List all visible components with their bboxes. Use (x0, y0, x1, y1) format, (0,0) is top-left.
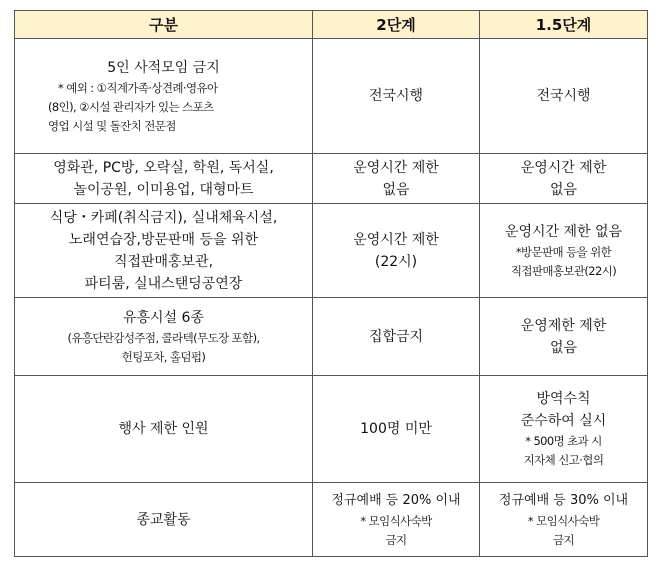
cell-note-line: 직접판매홍보관(22시) (510, 263, 617, 278)
cell-note-line: (8인), ②시설 관리자가 있는 스포츠 (48, 99, 214, 114)
cell-line: 운영제한 제한 (520, 317, 607, 334)
cell-line: 집합금지 (368, 328, 424, 345)
row-stage-1-5 (480, 204, 648, 298)
row-category (15, 204, 313, 298)
cell-note-line: 헌팅포차, 홀덤펍) (121, 349, 206, 364)
cell-line: 운영시간 제한 (520, 159, 607, 176)
cell-line: (22시) (374, 253, 418, 270)
cell-line: 행사 제한 인원 (118, 421, 209, 437)
cell-line: 5인 사적모임 금지 (107, 59, 220, 76)
row-stage-1-5 (480, 154, 648, 204)
cell-note-line: * 모임식사숙박 (360, 513, 432, 528)
table-row (15, 483, 648, 557)
cell-line: 전국시행 (536, 88, 591, 104)
cell-note-line: * 모임식사숙박 (527, 513, 600, 528)
cell-line: 전국시행 (368, 88, 424, 104)
row-category (15, 298, 313, 376)
cell-line: 운영시간 제한 (353, 231, 439, 248)
cell-line: 없음 (549, 339, 578, 356)
cell-line: 정규예배 등 20% 이내 (331, 492, 461, 508)
cell-note-line: 금지 (552, 532, 575, 547)
cell-line: 유흥시설 6종 (123, 309, 204, 326)
cell-line: 방역수칙 (536, 391, 591, 407)
cell-note-line: 영업 시설 및 돌잔치 전문점 (48, 118, 176, 133)
row-category (15, 154, 313, 204)
row-category (15, 39, 313, 154)
row-category (15, 376, 313, 483)
cell-line: 종교활동 (136, 511, 191, 528)
header-stage-1-5: 1.5단계 (480, 11, 648, 39)
cell-line: 없음 (382, 181, 410, 198)
row-stage-1-5 (480, 376, 648, 483)
table-row (15, 39, 648, 154)
cell-line: 100명 미만 (360, 421, 432, 437)
row-stage-2 (313, 483, 480, 557)
cell-line: 파티룸, 실내스탠딩공연장 (84, 275, 243, 292)
cell-line: 운영시간 제한 (353, 159, 439, 176)
table-row (15, 376, 648, 483)
row-stage-1-5 (480, 298, 648, 376)
cell-note-line: 금지 (385, 532, 407, 547)
table-row (15, 298, 648, 376)
row-stage-2 (313, 204, 480, 298)
cell-line: 영화관, PC방, 오락실, 학원, 독서실, (53, 159, 274, 176)
header-category: 구분 (15, 11, 313, 39)
table-row (15, 154, 648, 204)
cell-line: 식당・카페(취식금지), 실내체육시설, (49, 209, 278, 226)
cell-line: 정규예배 등 30% 이내 (498, 492, 629, 508)
cell-note-line: 지자체 신고·협의 (523, 453, 604, 467)
table-row (15, 204, 648, 298)
row-stage-2 (313, 39, 480, 154)
row-stage-1-5 (480, 39, 648, 154)
cell-line: 준수하여 실시 (520, 413, 607, 429)
row-stage-1-5 (480, 483, 648, 557)
distancing-rules-table (14, 10, 648, 557)
cell-note-line: * 500명 초과 시 (525, 434, 602, 448)
row-category (15, 483, 313, 557)
cell-line: 놀이공원, 이미용업, 대형마트 (73, 181, 254, 198)
cell-line: 없음 (549, 181, 578, 198)
cell-note-line: *방문판매 등을 위한 (515, 244, 612, 259)
row-stage-2 (313, 154, 480, 204)
cell-line: 운영시간 제한 없음 (504, 223, 623, 240)
header-stage-2: 2단계 (313, 11, 480, 39)
cell-note-line: (유흥단란감성주점, 콜라텍(무도장 포함), (67, 330, 260, 345)
cell-note-line: * 예외 : ①직계가족·상견례·영유아 (58, 80, 218, 95)
row-stage-2 (313, 298, 480, 376)
cell-line: 직접판매홍보관, (113, 253, 214, 270)
header-row (15, 11, 648, 39)
row-stage-2 (313, 376, 480, 483)
cell-line: 노래연습장,방문판매 등을 위한 (68, 231, 259, 248)
